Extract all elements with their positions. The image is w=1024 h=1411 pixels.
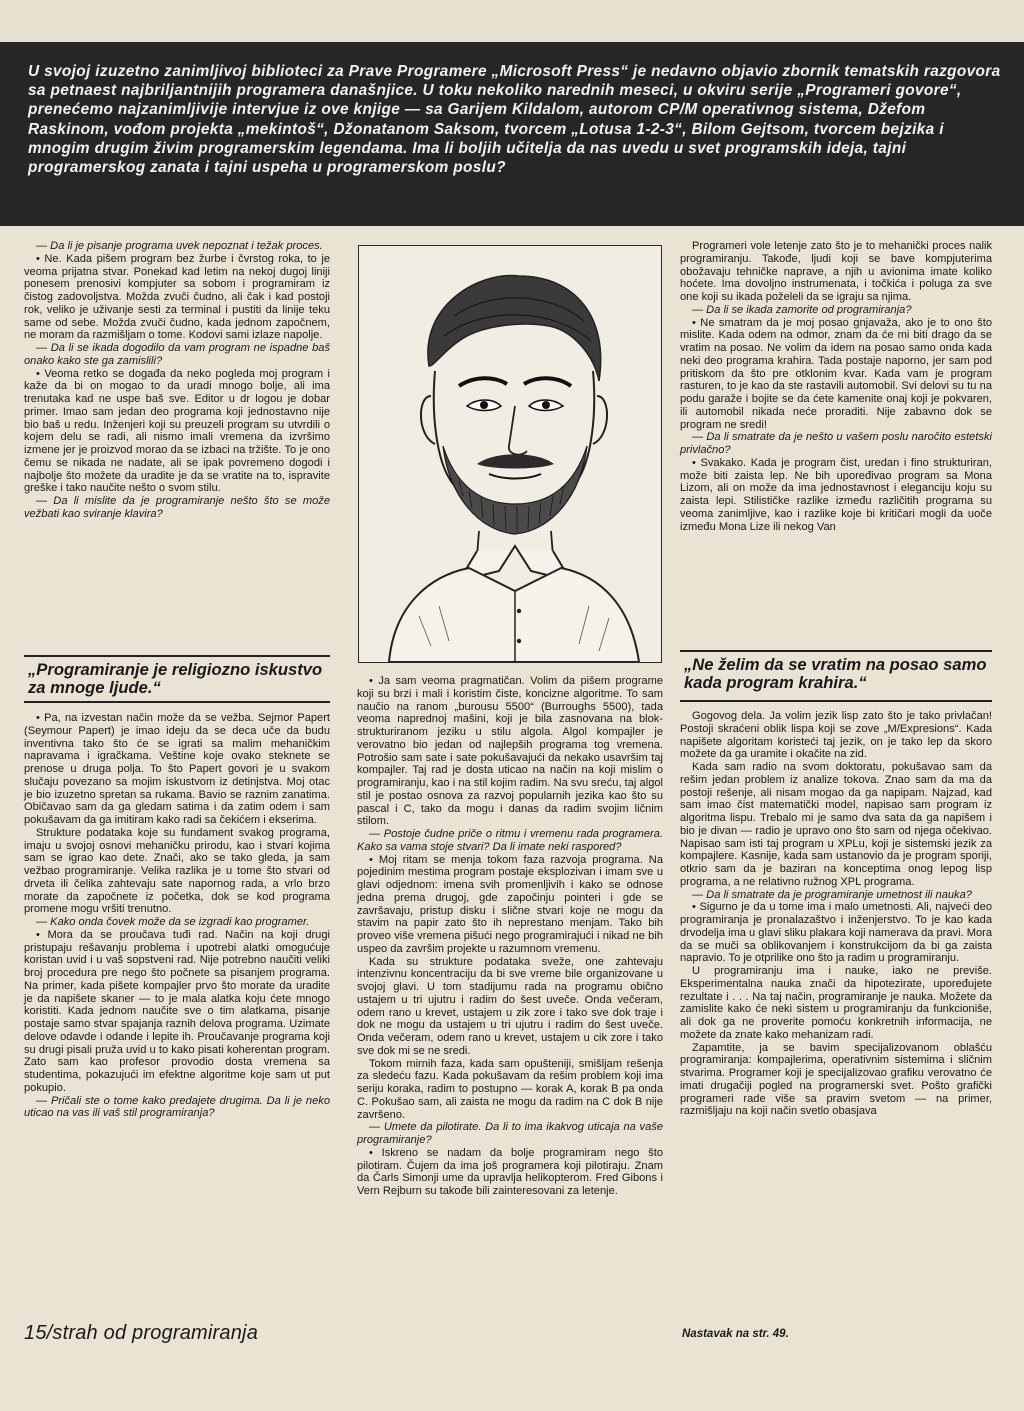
body-paragraph: Kada sam radio na svom doktoratu, pokušavao sam da rešim jedan problem iz analize tokova. Znao sam da ma da postoji rešenje, ali nisam mogao da ga napipam. Najzad, kad sam imao čist matematički model, napisao sam program iz algoritma lispu. Trebalo mi je samo dva sata da ga napišem i bio je divan — radio je upravo ono što sam od njega očekivao. Napisao sam isti taj program u XPLu, koji je sistemski jezik za kompajlere. Kasnije, kada sam ustanovio da je program sporiji, otkrio sam da je baziran na konceptima onog lepog lisp programa, a ne relativno ružnog XPL programa. (680, 761, 992, 888)
body-paragraph: Strukture podataka koje su fundament svakog programa, imaju u svojoj osnovi mehaničku prirodu, kao i stvari kojima sam se igrao kao dete. Znači, ako se tako gleda, ja sam vežbao programiranje. Velika razlika je u tome što stvari od drveta ili čelika zahtevaju sate napornog rada, a vrlo brzo morate da započnete iz početka, dok se kod programa promene mogu vršiti trenutno. (24, 826, 330, 916)
intro-banner (0, 42, 1024, 226)
body-paragraph: • Ja sam veoma pragmatičan. Volim da pišem programe koji su brzi i mali i koristim čiste, koncizne algoritme. To sam naučio na ranom „burousu 5500“ (Burroughs 5500), tada veoma naprednoj mašini, koji je bila zasnovana na blok-strukturiranom jeziku u stilu algola. Algol kompajler je verovatno bio jedan od najlepših programa tog vremena. Potrošio sam sate i sate pokušavajući da nekako usavršim taj kompajler. Taj rad je dosta uticao na način na koji mislim o programiranju, kao i na stil kojim radim. Na svu sreću, taj algol stil je postao osnova za razvoj popularnih jezika kao što su pascal i C, tako da mogu i danas da radim svojim ličnim stilom. (357, 675, 663, 828)
page-top-margin (0, 0, 1024, 42)
pull-quote-right (680, 650, 992, 702)
body-paragraph: • Sigurno je da u tome ima i malo umetnosti. Ali, najveći deo programiranja je pronalazaštvo i inženjerstvo. To je kao kada drvodelja ima u glavi sliku plakara koji namerava da pravi. Mora da se muči sa oblikovanjem i konstrukcijom da bi ga zaista napravio. To je otprilike ono što ja radim u programiranju. (680, 901, 993, 965)
column-1-top (24, 240, 330, 521)
body-paragraph: • Pa, na izvestan način može da se vežba. Sejmor Papert (Seymour Papert) je imao ideju da se deca uče da budu inventivna tako što će se igrati sa malim mehaničkim napravama i igračkama. Veštine koje ovako steknete se prenose u druga polja. To što Papert govori je u svakom slučaju povezano sa mojim iskustvom iz detinjstva. Moj otac je bio izuzetno spretan sa rukama. Bavio se raznim zanatima. Običavao sam da ga gledam satima i da zatim odem i sam pokušavam da ga imitiram kako radi sa čekićem i ekserima. (24, 712, 330, 826)
body-paragraph: Gogovog dela. Ja volim jezik lisp zato što je tako privlačan! Postoji skraćeni oblik lispa koji se zove „M/Expresions“. Kada napišete algoritam koristeći taj jezik, on je tako lep da skoro možete da ga uramite i okačite na zid. (680, 710, 992, 761)
continued-note: Nastavak na str. 49. (682, 1328, 789, 1340)
column-2 (357, 675, 663, 1198)
body-paragraph: • Moj ritam se menja tokom faza razvoja programa. Na pojedinim mestima program postaje eksplozivan i imam sve u glavi odjednom: imena svih promenljivih i kako se odnose jedna prema drugoj, gde započinju pointeri i gde se završavaju, pristup disku i slične stvari koje ne mogu da stavim na papir zato što ih neprestano menjam. Tako bih proveo više vremena pišući nego programirajući i nikad ne bih uspeo da završim projekte u razumnom vremenu. (357, 853, 663, 955)
body-paragraph: Kada su strukture podataka sveže, one zahtevaju intenzivnu koncentraciju da bi sve vreme bile organizovane u svojoj glavi. U tom stadijumu rada na programu obično ustajem u tri ujutru i radim do šest uveče. Onda večeram, odem rano u krevet, ustajem u zik zore i tako sve dok traje i dok ne mogu da ustajem u tri ujutru i radim do šest uveče. Onda večeram, odem rano u krevet, ustajem u cik zore i tako sve dok mi se ne sredi. (357, 955, 663, 1057)
page-folio: 15/strah od programiranja (24, 1322, 259, 1344)
column-3-bottom (680, 710, 992, 1118)
portrait-sketch (359, 246, 661, 662)
question-paragraph: — Da li smatrate da je programiranje umetnost ili nauka? (692, 888, 972, 901)
question-paragraph: — Da li se ikada dogodilo da vam program ne ispadne baš onako kako ste ga zamislili? (24, 342, 330, 367)
intro-text: U svojoj izuzetno zanimljivoj biblioteci za Prave Programere „Microsoft Press“ je nedavno objavio zbornik tematskih razgovora sa petnaest najbriljantnijih programera današnjice. U toku nekoliko narednih meseci, u okviru serije „Programeri govore“, prenećemo najzanimljivije intervjue iz ove knjige — sa Garijem Kildalom, autorom CP/M operativnog sistema, Džefom Raskinom, vođom projekta „mekintoš“, Džonatanom Saksom, tvorcem „Lotusa 1-2-3“, Bilom Gejtsom, tvorcem bejzika i mnogim drugim živim programerskim legendama. Ima li boljih učitelja da nas uvedu u svet programskih ideja, tajni programerskog zanata i tajni uspeha u programerskom poslu? (28, 63, 1001, 177)
body-paragraph: • Veoma retko se događa da neko pogleda moj program i kaže da bi on mogao to da uradi mnogo bolje, ali ima trenutaka kad ne uspe baš sve. Editor u dr logou je dobar primer. Imao sam jedan deo programa koji jednostavno nije bio baš u redu. Inženjeri koji su preuzeli program su utvrdili o kojem delu se radi, ali nismo imali vremena da izvršimo izmene jer je proizvod morao da se izbaci na tržište. To je ono čemu se nikada ne nadate, ali se ipak povremeno dogodi i najbolje što možete da uradite je da se vratite na to, ispravite greške i tako naučite nešto o svom stilu. (24, 367, 330, 495)
body-paragraph: • Mora da se proučava tuđi rad. Način na koji drugi pristupaju rešavanju problema i upotrebi alatki omogućuje koristan uvid i u vaš sopstveni rad. Nije potrebno naučiti veliki broj procedura pre nego što počnete sa pisanjem programa. Na primer, kada pišete kompajler prvo što morate da uradite je da napišete skaner — to je mala alatka koju ćete mnogo koristiti. Kada jednom naučite sve o tim alatkama, pisanje postaje samo stvar spajanja raznih delova programa. Uzimate delove odavde i odande i lepite ih. Proučavanje programa koji su drugi pisali pruža uvid u to kako pisati koherentan program. Zato sam kao profesor provodio dosta vremena sa studentima, pokazujući im efektne algoritme koje sam ut put pokupio. (24, 928, 330, 1094)
question-paragraph: — Umete da pilotirate. Da li to ima ikakvog uticaja na vaše programiranje? (357, 1121, 663, 1146)
question-paragraph: — Da li se ikada zamorite od programiranja? (692, 303, 912, 316)
body-paragraph: • Svakako. Kada je program čist, uredan i fino strukturiran, može biti zaista lep. Ne bih upoređivao program sa Mona Lizom, ali on može da ima jednostavnost i eleganciju koju su zaista lepi. Stilističke razlike između različitih programa su veoma zanimljive, kao i razlike koje bi kritičari mogli da uoče između Mona Lize ili nekog Van (680, 456, 992, 533)
question-paragraph: — Da li smatrate da je nešto u vašem poslu naročito estetski privlačno? (680, 431, 992, 456)
body-paragraph: • Ne smatram da je moj posao gnjavaža, ako je to ono što mislite. Kada odem na odmor, znam da će mi biti drago da se vratim na posao. Ne volim da idem na posao samo onda kada neki deo programa krahira. Tada postaje naporno, jer sam pod pritiskom da što pre otklonim kvar. Kada vam je program rasturen, to je kao da ste rastavili automobil. Svi delovi su tu na podu garaže i bojite se da ćete kamenite onaj koji je pokvaren, ili automobil nikada neće proraditi. Nije zabavno dok se program ne sredi! (680, 316, 992, 431)
column-3-top (680, 240, 992, 533)
portrait-illustration (358, 245, 662, 663)
body-paragraph: • Iskreno se nadam da bolje programiram nego što pilotiram. Čujem da ima još programera koji pilotiraju. Znam da Čarls Simonji ume da upravlja helikopterom. Fred Gibons i Vern Rejburn su takođe bili zainteresovani za letenje. (357, 1146, 663, 1197)
body-paragraph: Programeri vole letenje zato što je to mehanički proces nalik programiranju. Takođe, ljudi koji se bave kompjuterima obožavaju tehničke naprave, a njih u avionima imate koliko hoćete. Ima dovoljno instrumenata, i točkića i poluga za sve one koji su ikada poželeli da se igraju sa njima. (680, 240, 992, 303)
body-paragraph: Zapamtite, ja se bavim specijalizovanom oblašću programiranja: kompajlerima, operativnim sistemima i sličnim stvarima. Programer koji je specijalizovao grafiku verovatno će imati drugačiji pogled na programerski svet. Pošto grafički programeri rade više sa pravim svetom — na primer, razmišljaju na koji način svetlo obasjava (680, 1041, 992, 1118)
question-paragraph: — Kako onda čovek može da se izgradi kao programer. (36, 916, 310, 928)
question-paragraph: — Da li mislite da je programiranje nešto što se može vežbati kao sviranje klavira? (24, 495, 330, 520)
column-1-bottom (24, 712, 330, 1120)
pull-quote-left-text: „Programiranje je religiozno iskustvo za mnoge ljude.“ (28, 660, 323, 697)
question-paragraph: — Da li je pisanje programa uvek nepoznat i težak proces. (36, 240, 323, 252)
body-paragraph: Tokom mirnih faza, kada sam opušteniji, smišljam rešenja za sledeću fazu. Kada pokušavam da rešim problem koji ima seriju koraka, radim to postupno — korak A, korak B pa onda C. Pokušao sam, ali zaista ne mogu da radim na C dok B nije završeno. (357, 1057, 663, 1121)
body-paragraph: U programiranju ima i nauke, iako ne previše. Eksperimentalna nauka znači da hipotezirate, upoređujete rezultate i . . . Na taj način, programiranje je nauka. Možete da zamislite kako će neki sistem u programiranju da funkcioniše, ali dok ga ne proverite pomoću konkretnih informacija, ne možete da znate kako mehanizam radi. (680, 965, 992, 1041)
pull-quote-right-text: „Ne želim da se vratim na posao samo kada program krahira.“ (684, 655, 987, 692)
body-paragraph: • Ne. Kada pišem program bez žurbe i čvrstog roka, to je veoma prijatna stvar. Ponekad kad letim na nekoj dugoj liniji ponesem prenosivi kompjuter sa sobom i programiram iz čistog zadovoljstva. Možda zvuči čudno, ali čak i kad postoji rok, veliko je uživanje sesti za terminal i pustiti da linije teku same od sebe. Možda zvuči čudno, kada jednom započnem, ne moram da razmišljam o tome. Kodovi sami izlaze napolje. (24, 252, 330, 342)
question-paragraph: — Postoje čudne priče o ritmu i vremenu rada programera. Kako sa vama stoje stvari? Da li imate neki raspored? (357, 828, 663, 853)
question-paragraph: — Pričali ste o tome kako predajete drugima. Da li je neko uticao na vas ili vaš stil programiranja? (24, 1094, 330, 1120)
pull-quote-left (24, 655, 330, 703)
